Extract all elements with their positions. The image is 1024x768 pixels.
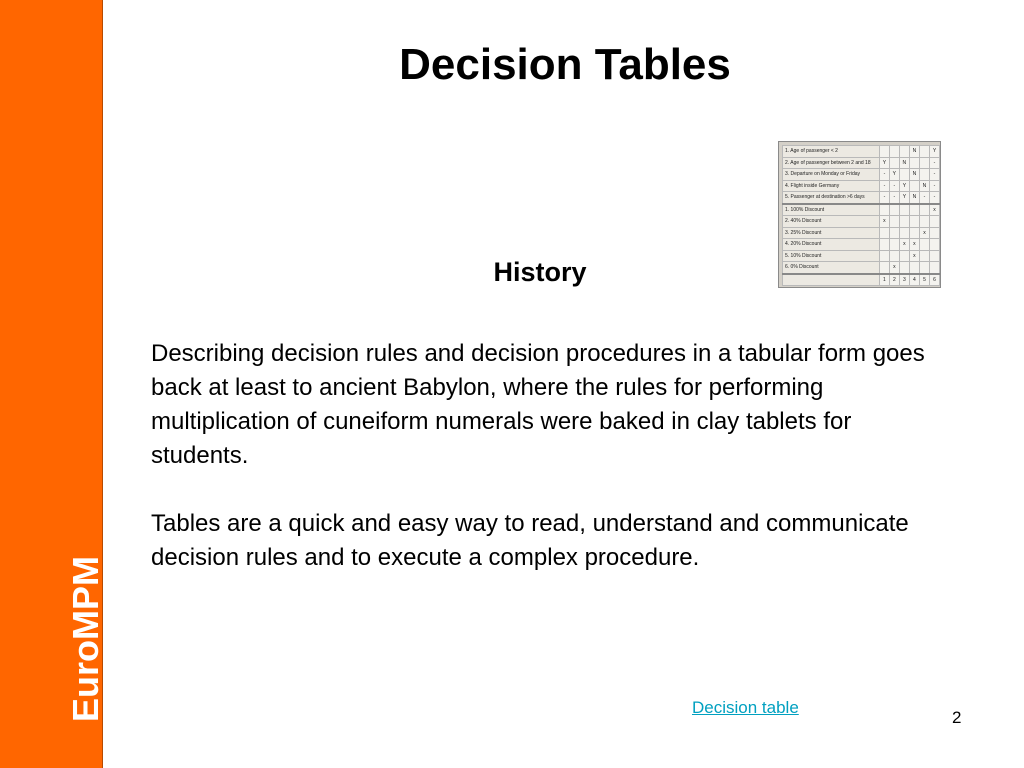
decision-table bbox=[782, 145, 940, 286]
decision-table-row bbox=[783, 157, 940, 169]
decision-table-cell bbox=[879, 262, 889, 274]
decision-table-cell bbox=[930, 216, 940, 228]
decision-table-row bbox=[783, 180, 940, 192]
decision-table-cell bbox=[889, 146, 899, 158]
decision-table-cell bbox=[930, 250, 940, 262]
page-number: 2 bbox=[952, 708, 962, 727]
decision-table-row bbox=[783, 227, 940, 239]
decision-table-cell bbox=[899, 146, 909, 158]
decision-table-cell: Y bbox=[930, 146, 940, 158]
decision-table-cell bbox=[889, 227, 899, 239]
decision-table-cell: - bbox=[879, 192, 889, 204]
sidebar-band bbox=[0, 0, 106, 768]
decision-table-cell bbox=[899, 227, 909, 239]
decision-table-cell: N bbox=[909, 192, 919, 204]
decision-table-label: 2. 40% Discount bbox=[783, 216, 880, 228]
decision-table-cell bbox=[889, 204, 899, 216]
decision-table-cell bbox=[930, 227, 940, 239]
decision-table-cell bbox=[899, 169, 909, 181]
decision-table-cell: Y bbox=[899, 180, 909, 192]
decision-table-cell bbox=[919, 204, 929, 216]
decision-table-label: 1. 100% Discount bbox=[783, 204, 880, 216]
decision-table-cell bbox=[909, 262, 919, 274]
decision-table-cell: N bbox=[919, 180, 929, 192]
decision-table-cell: - bbox=[889, 192, 899, 204]
decision-table-cell bbox=[889, 239, 899, 251]
decision-table-cell bbox=[879, 146, 889, 158]
decision-table-cell: - bbox=[930, 157, 940, 169]
decision-table-label: 6. 0% Discount bbox=[783, 262, 880, 274]
decision-table-cell bbox=[909, 216, 919, 228]
decision-table-cell bbox=[889, 157, 899, 169]
decision-table-cell bbox=[909, 204, 919, 216]
decision-table-cell bbox=[899, 204, 909, 216]
decision-table-cell bbox=[919, 239, 929, 251]
decision-table-cell: x bbox=[879, 216, 889, 228]
decision-table-cell bbox=[919, 216, 929, 228]
benefits-paragraph: Tables are a quick and easy way to read, understand and communicate decision rules and to execute a complex procedure. bbox=[151, 510, 909, 571]
decision-table-row bbox=[783, 192, 940, 204]
decision-table-row bbox=[783, 169, 940, 181]
decision-table-cell bbox=[909, 180, 919, 192]
decision-table-cell: 6 bbox=[930, 274, 940, 286]
decision-table-label: 4. Flight inside Germany bbox=[783, 180, 880, 192]
decision-table-cell: - bbox=[930, 192, 940, 204]
decision-table-cell: x bbox=[909, 250, 919, 262]
decision-table-cell bbox=[909, 157, 919, 169]
decision-table-image bbox=[778, 141, 941, 288]
decision-table-cell bbox=[930, 239, 940, 251]
decision-table-cell bbox=[889, 216, 899, 228]
decision-table-label: 3. Departure on Monday or Friday bbox=[783, 169, 880, 181]
decision-table-cell: N bbox=[909, 169, 919, 181]
decision-table-cell: - bbox=[879, 180, 889, 192]
decision-table-cell bbox=[879, 204, 889, 216]
decision-table-row bbox=[783, 250, 940, 262]
decision-table-label: 1. Age of passenger < 2 bbox=[783, 146, 880, 158]
decision-table-cell bbox=[919, 146, 929, 158]
decision-table-cell bbox=[899, 250, 909, 262]
decision-table-cell: 4 bbox=[909, 274, 919, 286]
decision-table-label bbox=[783, 274, 880, 286]
section-heading: History bbox=[493, 257, 587, 287]
decision-table-cell: - bbox=[879, 169, 889, 181]
decision-table-cell bbox=[889, 250, 899, 262]
decision-table-row bbox=[783, 262, 940, 274]
decision-table-cell: - bbox=[930, 169, 940, 181]
decision-table-cell bbox=[919, 250, 929, 262]
decision-table-cell: Y bbox=[889, 169, 899, 181]
decision-table-label: 5. 10% Discount bbox=[783, 250, 880, 262]
decision-table-cell bbox=[919, 262, 929, 274]
decision-table-link[interactable]: Decision table bbox=[692, 698, 799, 717]
decision-table-cell: x bbox=[930, 204, 940, 216]
decision-table-cell: - bbox=[889, 180, 899, 192]
decision-table-label: 5. Passenger at destination >6 days bbox=[783, 192, 880, 204]
decision-table-cell: 3 bbox=[899, 274, 909, 286]
decision-table-label: 2. Age of passenger between 2 and 18 bbox=[783, 157, 880, 169]
decision-table-cell: x bbox=[889, 262, 899, 274]
slide-title: Decision Tables bbox=[399, 40, 731, 89]
decision-table-cell: 1 bbox=[879, 274, 889, 286]
decision-table-cell: x bbox=[899, 239, 909, 251]
decision-table-cell: x bbox=[919, 227, 929, 239]
decision-table-cell: Y bbox=[879, 157, 889, 169]
decision-table-cell bbox=[899, 262, 909, 274]
decision-table-cell: - bbox=[930, 180, 940, 192]
decision-table-label: 3. 25% Discount bbox=[783, 227, 880, 239]
decision-table-cell bbox=[919, 157, 929, 169]
decision-table-cell: N bbox=[899, 157, 909, 169]
history-paragraph: Describing decision rules and decision procedures in a tabular form goes back at least to ancient Babylon, where the rules for performing multiplication of cuneiform numerals were baked in clay tablets for students. bbox=[151, 340, 925, 469]
decision-table-cell bbox=[930, 262, 940, 274]
decision-table-row bbox=[783, 146, 940, 158]
decision-table-cell bbox=[899, 216, 909, 228]
brand-logo: EuroMPM bbox=[65, 556, 106, 722]
decision-table-cell: N bbox=[909, 146, 919, 158]
decision-table-cell: Y bbox=[899, 192, 909, 204]
decision-table-cell: - bbox=[919, 192, 929, 204]
decision-table-row bbox=[783, 216, 940, 228]
decision-table-row bbox=[783, 274, 940, 286]
decision-table-cell bbox=[879, 239, 889, 251]
decision-table-cell: 2 bbox=[889, 274, 899, 286]
decision-table-label: 4. 20% Discount bbox=[783, 239, 880, 251]
decision-table-cell bbox=[919, 169, 929, 181]
decision-table-cell: x bbox=[909, 239, 919, 251]
decision-table-row bbox=[783, 239, 940, 251]
decision-table-cell bbox=[909, 227, 919, 239]
decision-table-row bbox=[783, 204, 940, 216]
decision-table-cell bbox=[879, 250, 889, 262]
decision-table-cell: 5 bbox=[919, 274, 929, 286]
decision-table-cell bbox=[879, 227, 889, 239]
